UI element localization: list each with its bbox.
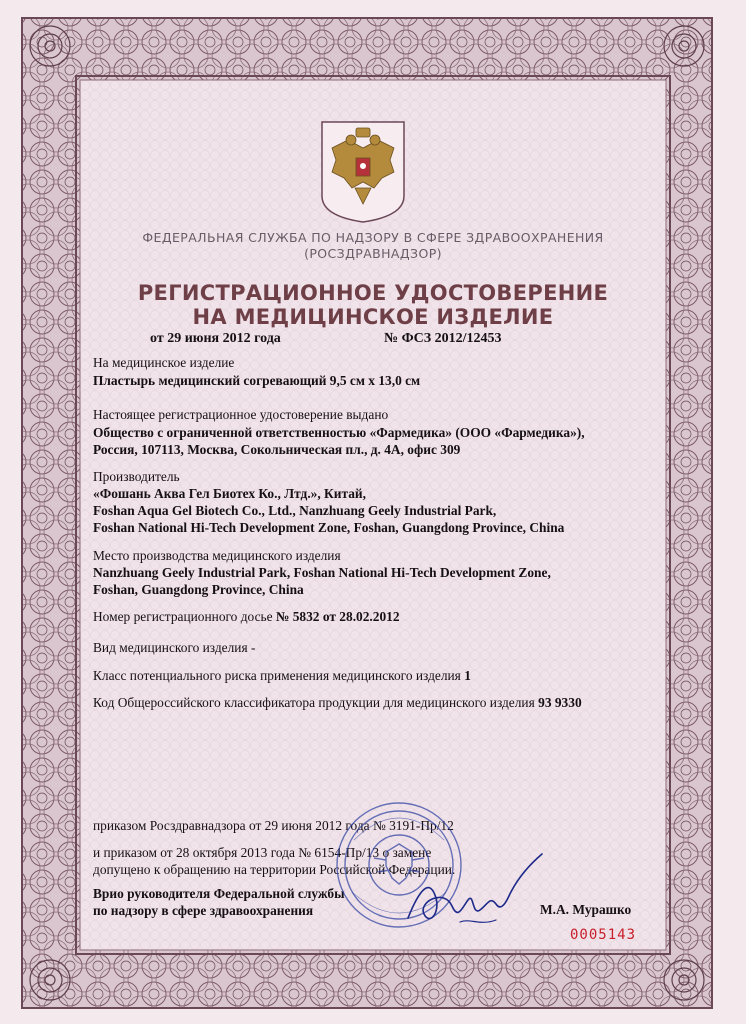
risk-class-row	[93, 667, 471, 685]
order-line2: и приказом от 28 октября 2013 года № 6154-Пр/13 о замене	[93, 845, 432, 860]
dossier-value: № 5832 от 28.02.2012	[275, 609, 400, 624]
production-site-label: Место производства медицинского изделия	[93, 548, 341, 563]
okp-code-value: 93 9330	[538, 695, 582, 710]
issued-to-label: Настоящее регистрационное удостоверение выдано	[93, 407, 389, 422]
serial-number: 0005143	[570, 927, 637, 943]
document-title: РЕГИСТРАЦИОННОЕ УДОСТОВЕРЕНИЕ	[137, 281, 609, 305]
order-line3: допущено к обращению на территории Российской Федерации.	[93, 862, 456, 877]
document-subtitle: НА МЕДИЦИНСКОЕ ИЗДЕЛИЕ	[192, 305, 554, 329]
production-site-line1: Nanzhuang Geely Industrial Park, Foshan National Hi-Tech Development Zone,	[93, 565, 551, 580]
issued-to-address: Россия, 107113, Москва, Сокольническая пл., д. 4А, офис 309	[93, 442, 461, 457]
okp-code-label: Код Общероссийского классификатора продукции для медицинского изделия	[93, 695, 535, 710]
manufacturer-line1: «Фошань Аква Гел Биотех Ко., Лтд.», Китай,	[93, 486, 366, 501]
dossier-row	[93, 608, 400, 626]
signatory-name: М.А. Мурашко	[540, 902, 632, 917]
issued-to-company: Общество с ограниченной ответственностью «Фармедика» (ООО «Фармедика»),	[93, 425, 585, 440]
coat-of-arms-emblem	[318, 118, 408, 224]
handwritten-signature	[400, 848, 550, 938]
signatory-title1: Врио руководителя Федеральной службы	[93, 886, 345, 901]
risk-class-label: Класс потенциального риска применения медицинского изделия	[93, 668, 461, 683]
agency-name: ФЕДЕРАЛЬНАЯ СЛУЖБА ПО НАДЗОРУ В СФЕРЕ ЗДРАВООХРАНЕНИЯ	[142, 230, 604, 245]
dossier-label: Номер регистрационного досье	[93, 609, 273, 624]
device-label: На медицинское изделие	[93, 355, 235, 370]
order-line1: приказом Росздравнадзора от 29 июня 2012 года № 3191-Пр/12	[93, 818, 454, 833]
device-name: Пластырь медицинский согревающий 9,5 см х 13,0 см	[93, 373, 421, 388]
issue-date: от 29 июня 2012 года	[150, 331, 281, 346]
manufacturer-line2: Foshan Aqua Gel Biotech Co., Ltd., Nanzhuang Geely Industrial Park,	[93, 503, 497, 518]
production-site-line2: Foshan, Guangdong Province, China	[93, 582, 304, 597]
manufacturer-line3: Foshan National Hi-Tech Development Zone, Foshan, Guangdong Province, China	[93, 520, 565, 535]
okp-code-row	[93, 694, 582, 712]
device-type-label: Вид медицинского изделия -	[93, 640, 256, 655]
certificate-number: № ФСЗ 2012/12453	[384, 331, 502, 346]
agency-abbreviation: (РОСЗДРАВНАДЗОР)	[304, 246, 442, 261]
signatory-title2: по надзору в сфере здравоохранения	[93, 903, 314, 918]
risk-class-value: 1	[464, 668, 471, 683]
manufacturer-label: Производитель	[93, 469, 180, 484]
